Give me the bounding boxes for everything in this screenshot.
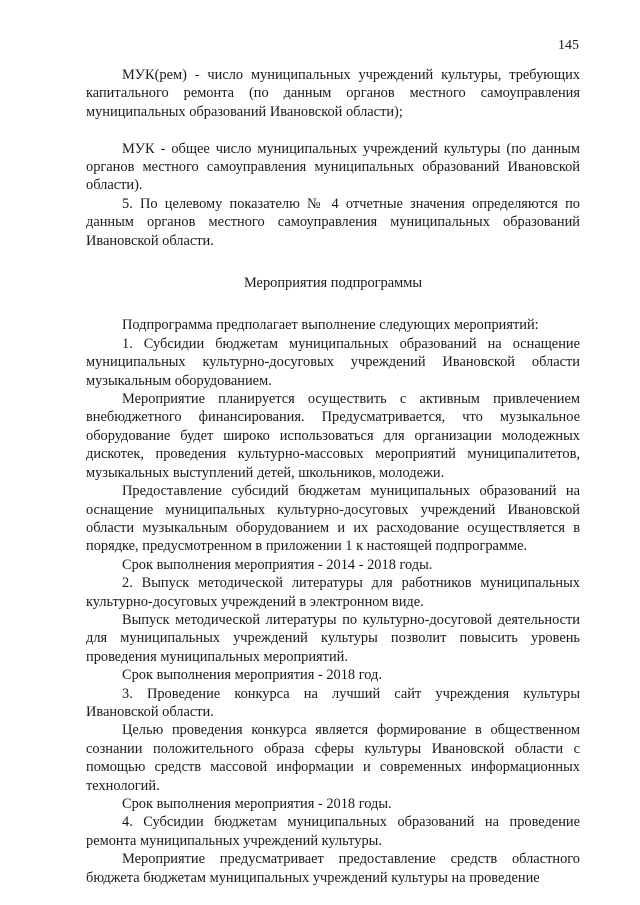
paragraph-item-1-desc: Мероприятие планируется осуществить с активным привлечением внебюджетного финансирования. Предусматривается, что музыкальное оборудование будет широко использоваться для организации молодежных дискотек, проведения культурно-массовых мероприятий муниципалитетов, музыкальных выступлений детей, школьников, молодежи.	[86, 391, 580, 481]
paragraph-muk-rem: МУК(рем) - число муниципальных учреждений культуры, требующих капитального ремонта (по данным органов местного самоуправления муниципальных образований Ивановской области);	[86, 67, 580, 120]
paragraph-item-1-term: Срок выполнения мероприятия - 2014 - 2018 годы.	[122, 556, 433, 573]
paragraph-item-2: 2. Выпуск методической литературы для работников муниципальных культурно-досуговых учреждений в электронном виде.	[86, 575, 580, 610]
paragraph-indicator-5: 5. По целевому показателю № 4 отчетные значения определяются по данным органов местного самоуправления муниципальных образований Ивановской области.	[86, 195, 580, 249]
section-title: Мероприятия подпрограммы	[243, 275, 423, 292]
paragraph-muk: МУК - общее число муниципальных учреждений культуры (по данным органов местного самоуправления муниципальных образований Ивановской области).	[86, 140, 580, 194]
paragraph-intro: Подпрограмма предполагает выполнение следующих мероприятий:	[122, 317, 539, 334]
page-number: 145	[558, 38, 579, 53]
paragraph-item-4-desc: Мероприятие предусматривает предоставление средств областного бюджета бюджетам муниципальных учреждений культуры на проведение	[86, 851, 580, 886]
paragraph-item-2-term: Срок выполнения мероприятия - 2018 год.	[122, 667, 382, 684]
paragraph-item-3: 3. Проведение конкурса на лучший сайт учреждения культуры Ивановской области.	[86, 685, 580, 720]
paragraph-item-2-desc: Выпуск методической литературы по культурно-досуговой деятельности для муниципальных учреждений культуры позволит повысить уровень проведения муниципальных мероприятий.	[86, 611, 580, 665]
paragraph-item-1: 1. Субсидии бюджетам муниципальных образований на оснащение муниципальных культурно-досуговых учреждений Ивановской области музыкальным оборудованием.	[86, 335, 580, 389]
document-body	[86, 66, 580, 887]
paragraph-item-3-term: Срок выполнения мероприятия - 2018 годы.	[122, 796, 392, 813]
paragraph-item-3-desc: Целью проведения конкурса является формирование в общественном сознании положительного образа сферы культуры Ивановской области с помощью средств массовой информации и современных информационных технологий.	[86, 722, 580, 794]
paragraph-item-4: 4. Субсидии бюджетам муниципальных образований на проведение ремонта муниципальных учреждений культуры.	[86, 814, 580, 849]
paragraph-item-1-subsidy: Предоставление субсидий бюджетам муниципальных образований на оснащение муниципальных культурно-досуговых учреждений Ивановской области музыкальным оборудованием и их расходование осуществляется в порядке, предусмотренном в приложении 1 к настоящей подпрограмме.	[86, 483, 580, 555]
